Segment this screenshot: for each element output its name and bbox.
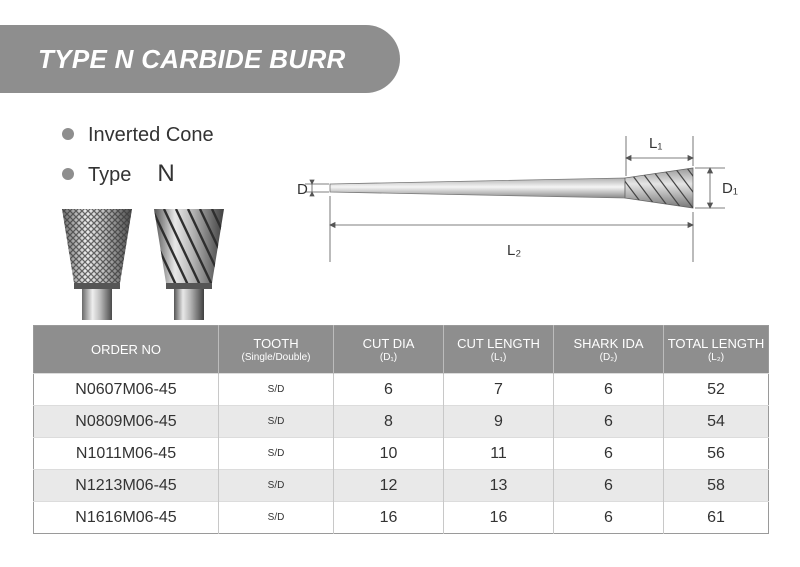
cell-order-no: N0607M06-45 (34, 374, 219, 406)
column-header-shank-dia: SHARK IDA (D₂) (554, 326, 664, 374)
dimension-diagram (285, 128, 765, 278)
cell-total-length: 52 (664, 374, 769, 406)
cell-shank-dia: 6 (554, 502, 664, 534)
cell-cut-length: 7 (444, 374, 554, 406)
cell-shank-dia: 6 (554, 438, 664, 470)
cell-total-length: 56 (664, 438, 769, 470)
cell-cut-length: 13 (444, 470, 554, 502)
cell-cut-length: 11 (444, 438, 554, 470)
spec-table (33, 325, 769, 534)
cell-cut-length: 16 (444, 502, 554, 534)
cell-order-no: N1213M06-45 (34, 470, 219, 502)
dim-label-l2: L₂ (507, 242, 522, 259)
title-banner (0, 25, 400, 93)
bullet-icon (62, 168, 74, 180)
burr-photo-double-cut (58, 205, 136, 320)
table-row (34, 502, 769, 534)
column-header-order-no: ORDER NO (34, 326, 219, 374)
cell-cut-dia: 8 (334, 406, 444, 438)
cell-tooth: S/D (219, 374, 334, 406)
cell-total-length: 61 (664, 502, 769, 534)
column-header-tooth: TOOTH (Single/Double) (219, 326, 334, 374)
bullet-icon (62, 128, 74, 140)
burr-head (625, 168, 693, 208)
cell-cut-dia: 12 (334, 470, 444, 502)
dim-label-l1: L₁ (649, 135, 663, 152)
table-row (34, 406, 769, 438)
dim-label-d: D (297, 181, 308, 198)
column-header-cut-dia: CUT DIA (D₁) (334, 326, 444, 374)
cell-tooth: S/D (219, 406, 334, 438)
page-title: TYPE N CARBIDE BURR (38, 44, 346, 74)
cell-cut-length: 9 (444, 406, 554, 438)
column-header-total-length: TOTAL LENGTH (L₂) (664, 326, 769, 374)
table-row (34, 470, 769, 502)
cell-total-length: 54 (664, 406, 769, 438)
burr-shank (330, 178, 625, 198)
feature-item-shape (62, 124, 214, 147)
dim-label-d1: D₁ (722, 180, 738, 197)
cell-cut-dia: 16 (334, 502, 444, 534)
cell-order-no: N0809M06-45 (34, 406, 219, 438)
burr-photo-single-cut (150, 205, 228, 320)
feature-label: Inverted Cone (88, 124, 214, 146)
table-header-row (34, 326, 769, 374)
cell-shank-dia: 6 (554, 406, 664, 438)
cell-tooth: S/D (219, 470, 334, 502)
cell-cut-dia: 10 (334, 438, 444, 470)
cell-total-length: 58 (664, 470, 769, 502)
column-header-cut-length: CUT LENGTH (L₁) (444, 326, 554, 374)
feature-label: Type (88, 164, 132, 186)
type-code: N (157, 160, 175, 187)
cell-tooth: S/D (219, 502, 334, 534)
cell-shank-dia: 6 (554, 470, 664, 502)
feature-item-type (62, 160, 175, 188)
cell-order-no: N1011M06-45 (34, 438, 219, 470)
cell-order-no: N1616M06-45 (34, 502, 219, 534)
cell-cut-dia: 6 (334, 374, 444, 406)
table-row (34, 374, 769, 406)
table-row (34, 438, 769, 470)
cell-shank-dia: 6 (554, 374, 664, 406)
cell-tooth: S/D (219, 438, 334, 470)
